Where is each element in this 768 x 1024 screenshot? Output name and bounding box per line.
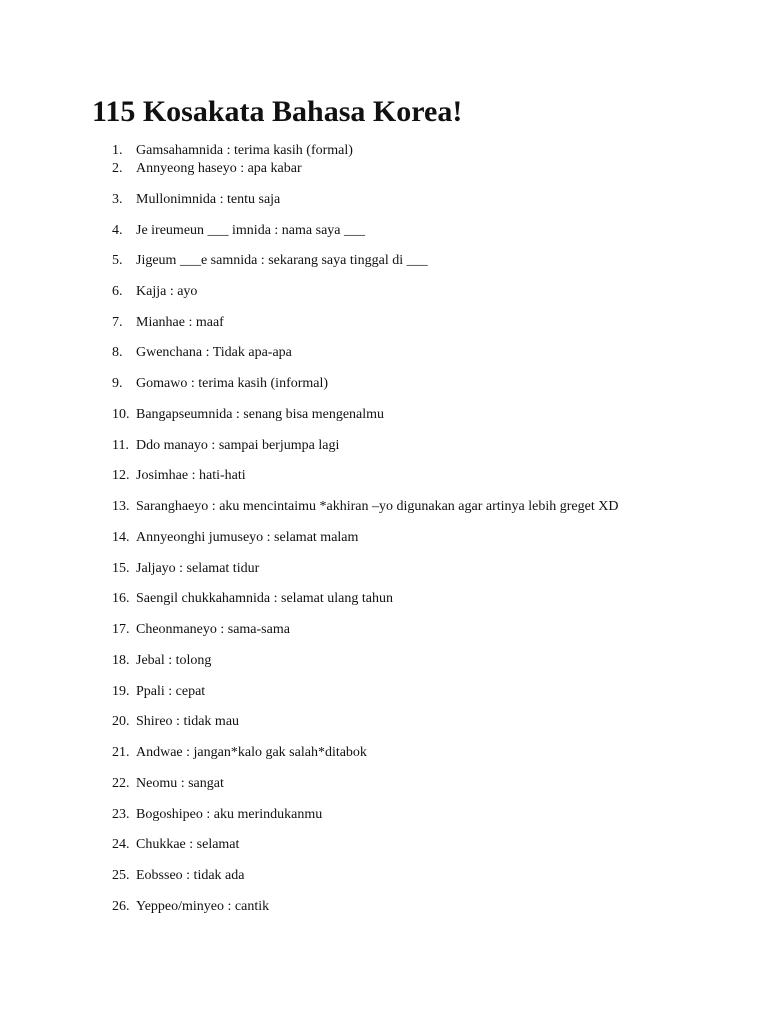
list-item-number: 25. [112, 868, 130, 883]
list-item-number: 15. [112, 561, 130, 576]
list-item-number: 3. [112, 192, 123, 207]
list-item-number: 6. [112, 284, 123, 299]
list-item-number: 9. [112, 376, 123, 391]
list-item-text: Ppali : cepat [136, 684, 206, 699]
list-item-text: Jebal : tolong [136, 653, 212, 668]
list-item-text: Cheonmaneyo : sama-sama [136, 622, 290, 637]
list-item-number: 19. [112, 684, 130, 699]
list-item-text: Je ireumeun ___ imnida : nama saya ___ [136, 223, 365, 238]
list-item-text: Jaljayo : selamat tidur [136, 561, 260, 576]
list-item-text: Annyeonghi jumuseyo : selamat malam [136, 530, 359, 545]
list-item-text: Josimhae : hati-hati [136, 468, 246, 483]
list-item-number: 16. [112, 591, 130, 606]
list-item-number: 20. [112, 714, 130, 729]
list-item-text: Saranghaeyo : aku mencintaimu *akhiran –yo digunakan agar artinya lebih greget XD [136, 499, 619, 514]
list-item-number: 7. [112, 315, 123, 330]
list-item-text: Kajja : ayo [136, 284, 198, 299]
list-item-text: Mullonimnida : tentu saja [136, 192, 281, 207]
list-item-number: 1. [112, 143, 123, 158]
list-item-number: 12. [112, 468, 130, 483]
list-item-text: Bogoshipeo : aku merindukanmu [136, 807, 323, 822]
document-title: 115 Kosakata Bahasa Korea! [92, 95, 463, 128]
list-item-text: Bangapseumnida : senang bisa mengenalmu [136, 407, 385, 422]
list-item-number: 23. [112, 807, 130, 822]
list-item-number: 4. [112, 223, 123, 238]
list-item-text: Neomu : sangat [136, 776, 224, 791]
list-item-number: 26. [112, 899, 130, 914]
list-item-text: Saengil chukkahamnida : selamat ulang tahun [136, 591, 393, 606]
list-item-number: 2. [112, 161, 123, 176]
list-item-text: Gamsahamnida : terima kasih (formal) [136, 143, 353, 158]
list-item-number: 10. [112, 407, 130, 422]
list-item-text: Eobsseo : tidak ada [136, 868, 245, 883]
list-item-number: 18. [112, 653, 130, 668]
list-item-number: 24. [112, 837, 130, 852]
list-item-text: Yeppeo/minyeo : cantik [136, 899, 270, 914]
list-item-text: Gomawo : terima kasih (informal) [136, 376, 329, 391]
list-item-number: 22. [112, 776, 130, 791]
list-item-number: 8. [112, 345, 123, 360]
list-item-text: Ddo manayo : sampai berjumpa lagi [136, 438, 340, 453]
list-item-number: 21. [112, 745, 130, 760]
list-item-number: 5. [112, 253, 123, 268]
list-item-text: Andwae : jangan*kalo gak salah*ditabok [136, 745, 367, 760]
list-item-text: Mianhae : maaf [136, 315, 224, 330]
list-item-text: Chukkae : selamat [136, 837, 240, 852]
list-item-number: 14. [112, 530, 130, 545]
list-item-text: Jigeum ___e samnida : sekarang saya tinggal di ___ [136, 253, 428, 268]
list-item-number: 17. [112, 622, 130, 637]
list-item-text: Annyeong haseyo : apa kabar [136, 161, 302, 176]
list-item-text: Gwenchana : Tidak apa-apa [136, 345, 292, 360]
list-item-number: 11. [112, 438, 129, 453]
list-item-text: Shireo : tidak mau [136, 714, 240, 729]
list-item-number: 13. [112, 499, 130, 514]
